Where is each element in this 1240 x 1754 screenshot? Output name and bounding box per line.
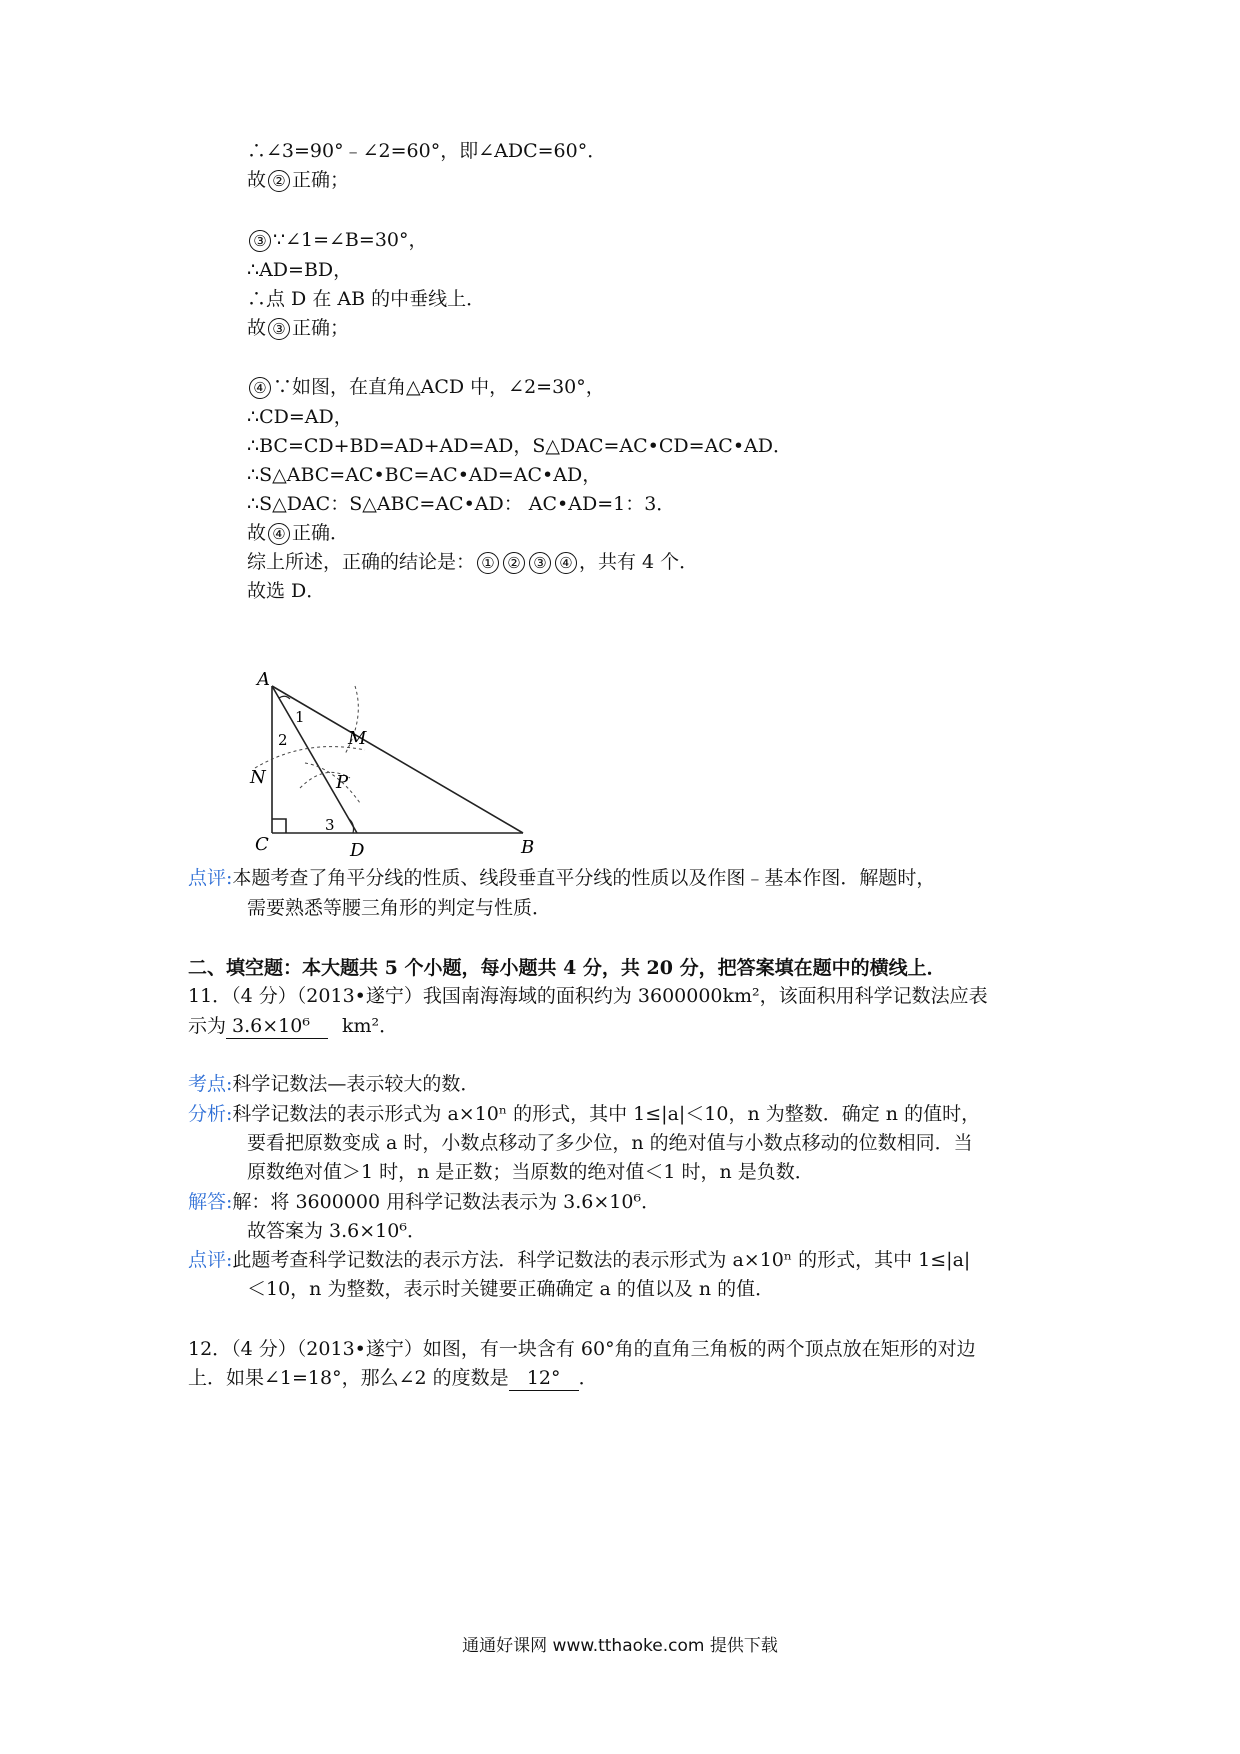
text-span: 正确． [292,522,350,544]
question-11: 11．（4 分）（2013•遂宁）我国南海海域的面积约为 3600000km²，该面积用科学记数法应表 [188,985,988,1007]
circled-number: ③ [529,552,551,574]
text-line: ∴点 D 在 AB 的中垂线上． [247,288,486,310]
text-line [247,168,349,192]
circled-number: ④ [249,377,271,399]
text-line: ∴BC=CD+BD=AD+AD=AD，S△DAC=AC•CD=AC•AD． [247,435,792,457]
text-line: 故选 D． [247,580,326,602]
circled-number: ① [477,552,499,574]
text-line [188,1366,598,1391]
answer-blank: 12° [509,1366,579,1391]
label-p: P [336,772,349,793]
review-label: 点评: [188,867,233,889]
text-line: ∴CD=AD， [247,406,353,428]
bisector-ad [272,686,357,833]
text-span: 科学记数法的表示形式为 a×10ⁿ 的形式，其中 1≤|a|＜10，n 为整数．确定 n 的值时， [232,1103,981,1125]
text-span: ． [578,1367,598,1389]
label-a: A [257,669,270,690]
text-span: 正确； [292,317,350,339]
label-n: N [250,767,266,788]
text-line: 故答案为 3.6×10⁶． [247,1220,426,1242]
triangle-figure [245,668,545,858]
circled-number: ② [503,552,525,574]
text-line: 原数绝对值＞1 时，n 是正数；当原数的绝对值＜1 时，n 是负数． [247,1161,814,1183]
review-line [188,866,935,890]
circled-number: ③ [268,318,290,340]
dianping-label: 点评: [188,1249,233,1271]
circled-number: ④ [268,523,290,545]
text-line: ＜10，n 为整数，表示时关键要正确确定 a 的值以及 n 的值． [247,1278,775,1300]
kaodian-line [188,1072,479,1096]
text-line [247,316,349,340]
kaodian-label: 考点: [188,1073,233,1095]
question-12: 12．（4 分）（2013•遂宁）如图，有一块含有 60°角的直角三角板的两个顶点放在矩形的对边 [188,1338,976,1360]
dianping-line [188,1248,970,1272]
text-span: 示为 [188,1015,227,1037]
page-footer: 通通好课网 www.tthaoke.com 提供下载 [462,1636,778,1656]
text-span: 本题考查了角平分线的性质、线段垂直平分线的性质以及作图﹣基本作图．解题时， [232,867,936,889]
angle-label: 2 [278,731,288,749]
text-line: ∴AD=BD， [247,259,353,281]
fenxi-label: 分析: [188,1103,233,1125]
text-span: km²． [342,1015,399,1037]
label-d: D [350,840,365,858]
jieda-label: 解答: [188,1191,233,1213]
right-angle-mark [272,819,286,833]
text-line [188,1014,398,1039]
label-c: C [255,834,269,855]
text-span: 故 [247,317,267,339]
text-line [247,521,349,545]
answer-blank: 3.6×10⁶ [226,1014,328,1039]
text-line [247,375,605,399]
text-span: 上．如果∠1=18°，那么∠2 的度数是 [188,1367,509,1389]
text-span: ∵如图，在直角△ACD 中，∠2=30°， [273,376,605,398]
jieda-line [188,1190,660,1214]
text-line: ∴S△ABC=AC•BC=AC•AD=AC•AD， [247,464,602,486]
text-line [247,228,428,252]
circled-number: ② [268,170,290,192]
text-span: 此题考查科学记数法的表示方法．科学记数法的表示形式为 a×10ⁿ 的形式，其中 1≤|a| [232,1249,971,1271]
text-span: 故 [247,169,267,191]
circled-number: ④ [555,552,577,574]
side-ab [272,686,523,833]
text-line: 要看把原数变成 a 时，小数点移动了多少位，n 的绝对值与小数点移动的位数相同．当 [247,1132,973,1154]
fenxi-line [188,1102,980,1126]
label-b: B [521,837,535,858]
text-line: ∴S△DAC：S△ABC=AC•AD： AC•AD=1：3． [247,493,676,515]
text-span: 解：将 3600000 用科学记数法表示为 3.6×10⁶． [232,1191,661,1213]
text-line [247,550,698,574]
angle-label: 1 [295,708,305,726]
label-m: M [348,728,367,749]
text-line: 需要熟悉等腰三角形的判定与性质． [247,897,552,919]
section-heading: 二、填空题：本大题共 5 个小题，每小题共 4 分，共 20 分，把答案填在题中的横线上． [188,957,946,979]
circled-number: ③ [249,230,271,252]
angle-arc [279,696,290,699]
text-span: ，共有 4 个． [579,551,699,573]
text-span: 故 [247,522,267,544]
text-line: ∴∠3=90°﹣∠2=60°，即∠ADC=60°． [247,140,607,162]
construction-arc [305,763,360,803]
text-span: 正确； [292,169,350,191]
text-span: ∵∠1=∠B=30°， [273,229,428,251]
angle-label: 3 [325,816,335,834]
text-span: 科学记数法—表示较大的数． [232,1073,480,1095]
text-span: 综上所述，正确的结论是： [247,551,476,573]
